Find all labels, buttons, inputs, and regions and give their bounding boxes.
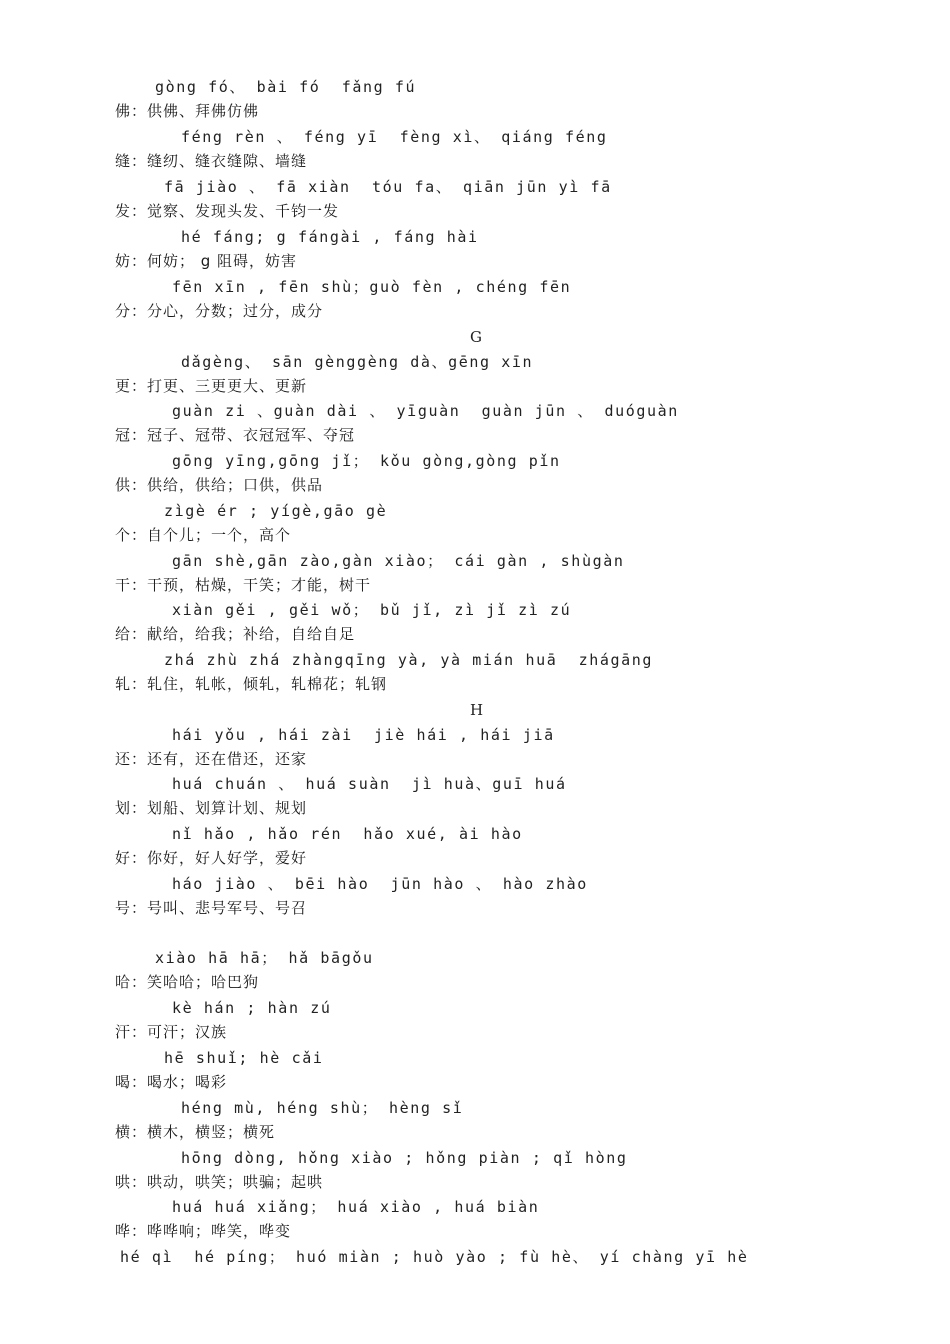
entry-han: 汗：可汗；汉族 [115, 1023, 228, 1041]
entry-he: 喝：喝水；喝彩 [115, 1073, 228, 1091]
entry-geng: 更：打更、三更更大、更新 [115, 377, 308, 395]
entry-ge: 个：自个儿；一个，高个 [115, 526, 292, 544]
entry-gong: 供：供给，供给；口供，供品 [115, 476, 324, 494]
entry-hao2: 号：号叫、悲号军号、号召 [115, 899, 308, 917]
pinyin-line-fen: fēn xīn , fēn shù；guò fèn , chéng fēn [172, 278, 572, 296]
entry-guan: 冠：冠子、冠带、衣冠冠军、夺冠 [115, 426, 356, 444]
pinyin-line-hao2: háo jiào 、 bēi hào jūn hào 、 hào zhào [172, 875, 588, 893]
pinyin-line-feng: féng rèn 、 féng yī fèng xì、 qiáng féng [181, 128, 608, 146]
pinyin-line-geng: dǎgèng、 sān gènggèng dà、gēng xīn [181, 353, 534, 371]
entry-hao: 好：你好，好人好学，爱好 [115, 849, 308, 867]
entry-fang: 妨：何妨； g 阻碍，妨害 [115, 252, 298, 270]
entry-feng: 缝：缝纫、缝衣缝隙、墙缝 [115, 152, 308, 170]
entry-gei: 给：献给，给我；补给，自给自足 [115, 625, 356, 643]
pinyin-line-gei: xiàn gěi , gěi wǒ； bǔ jǐ, zì jǐ zì zú [172, 601, 572, 619]
pinyin-line-gong: gōng yīng,gōng jǐ； kǒu gòng,gòng pǐn [172, 452, 561, 470]
entry-hai: 还：还有，还在借还，还家 [115, 750, 308, 768]
pinyin-line-hao: nǐ hǎo , hǎo rén hǎo xué, ài hào [172, 825, 523, 843]
entry-gan: 干：干预，枯燥，干笑；才能，树干 [115, 576, 372, 594]
entry-hong: 哄：哄动，哄笑；哄骗；起哄 [115, 1173, 324, 1191]
section-heading-g: G [470, 328, 482, 346]
pinyin-line-ge: zìgè ér ; yígè,gāo gè [164, 502, 388, 520]
entry-hua: 划：划船、划算计划、规划 [115, 799, 308, 817]
entry-ha: 哈：笑哈哈；哈巴狗 [115, 973, 260, 991]
pinyin-line-hua2: huá huá xiǎng； huá xiào , huá biàn [172, 1198, 540, 1216]
pinyin-line-han: kè hán ; hàn zú [172, 999, 332, 1017]
entry-heng: 横：横木，横竖；横死 [115, 1123, 276, 1141]
pinyin-line-fang: hé fáng; g fángài , fáng hài [181, 228, 479, 246]
pinyin-line-he2: hé qì hé píng； huó miàn ; huò yào ; fù hè、 yí chàng yī hè [120, 1248, 749, 1266]
entry-fen: 分：分心，分数；过分，成分 [115, 302, 324, 320]
pinyin-line-fo: gòng fó、 bài fó fǎng fú [155, 78, 417, 96]
pinyin-line-hai: hái yǒu , hái zài jiè hái , hái jiā [172, 726, 555, 744]
pinyin-line-guan: guàn zi 、guàn dài 、 yīguàn guàn jūn 、 duóguàn [172, 402, 679, 420]
section-heading-h: H [470, 701, 484, 719]
pinyin-line-ha: xiào hā hā； hǎ bāgǒu [155, 949, 374, 967]
entry-fo: 佛：供佛、拜佛仿佛 [115, 102, 260, 120]
pinyin-line-hong: hōng dòng, hǒng xiào ; hǒng piàn ; qǐ hòng [181, 1149, 628, 1167]
pinyin-line-zha: zhá zhù zhá zhàngqīng yà, yà mián huā zhágāng [164, 651, 654, 669]
pinyin-line-heng: héng mù, héng shù； hèng sǐ [181, 1099, 464, 1117]
entry-hua2: 哗：哗哗响；哗笑，哗变 [115, 1222, 292, 1240]
entry-fa: 发：觉察、发现头发、千钧一发 [115, 202, 340, 220]
pinyin-line-hua: huá chuán 、 huá suàn jì huà、guī huá [172, 775, 567, 793]
pinyin-line-fa: fā jiào 、 fā xiàn tóu fa、 qiān jūn yì fā [164, 178, 612, 196]
pinyin-line-gan: gān shè,gān zào,gàn xiào； cái gàn , shùgàn [172, 552, 625, 570]
pinyin-line-he: hē shuǐ; hè cǎi [164, 1049, 324, 1067]
entry-zha: 轧：轧住，轧帐，倾轧，轧棉花；轧钢 [115, 675, 388, 693]
